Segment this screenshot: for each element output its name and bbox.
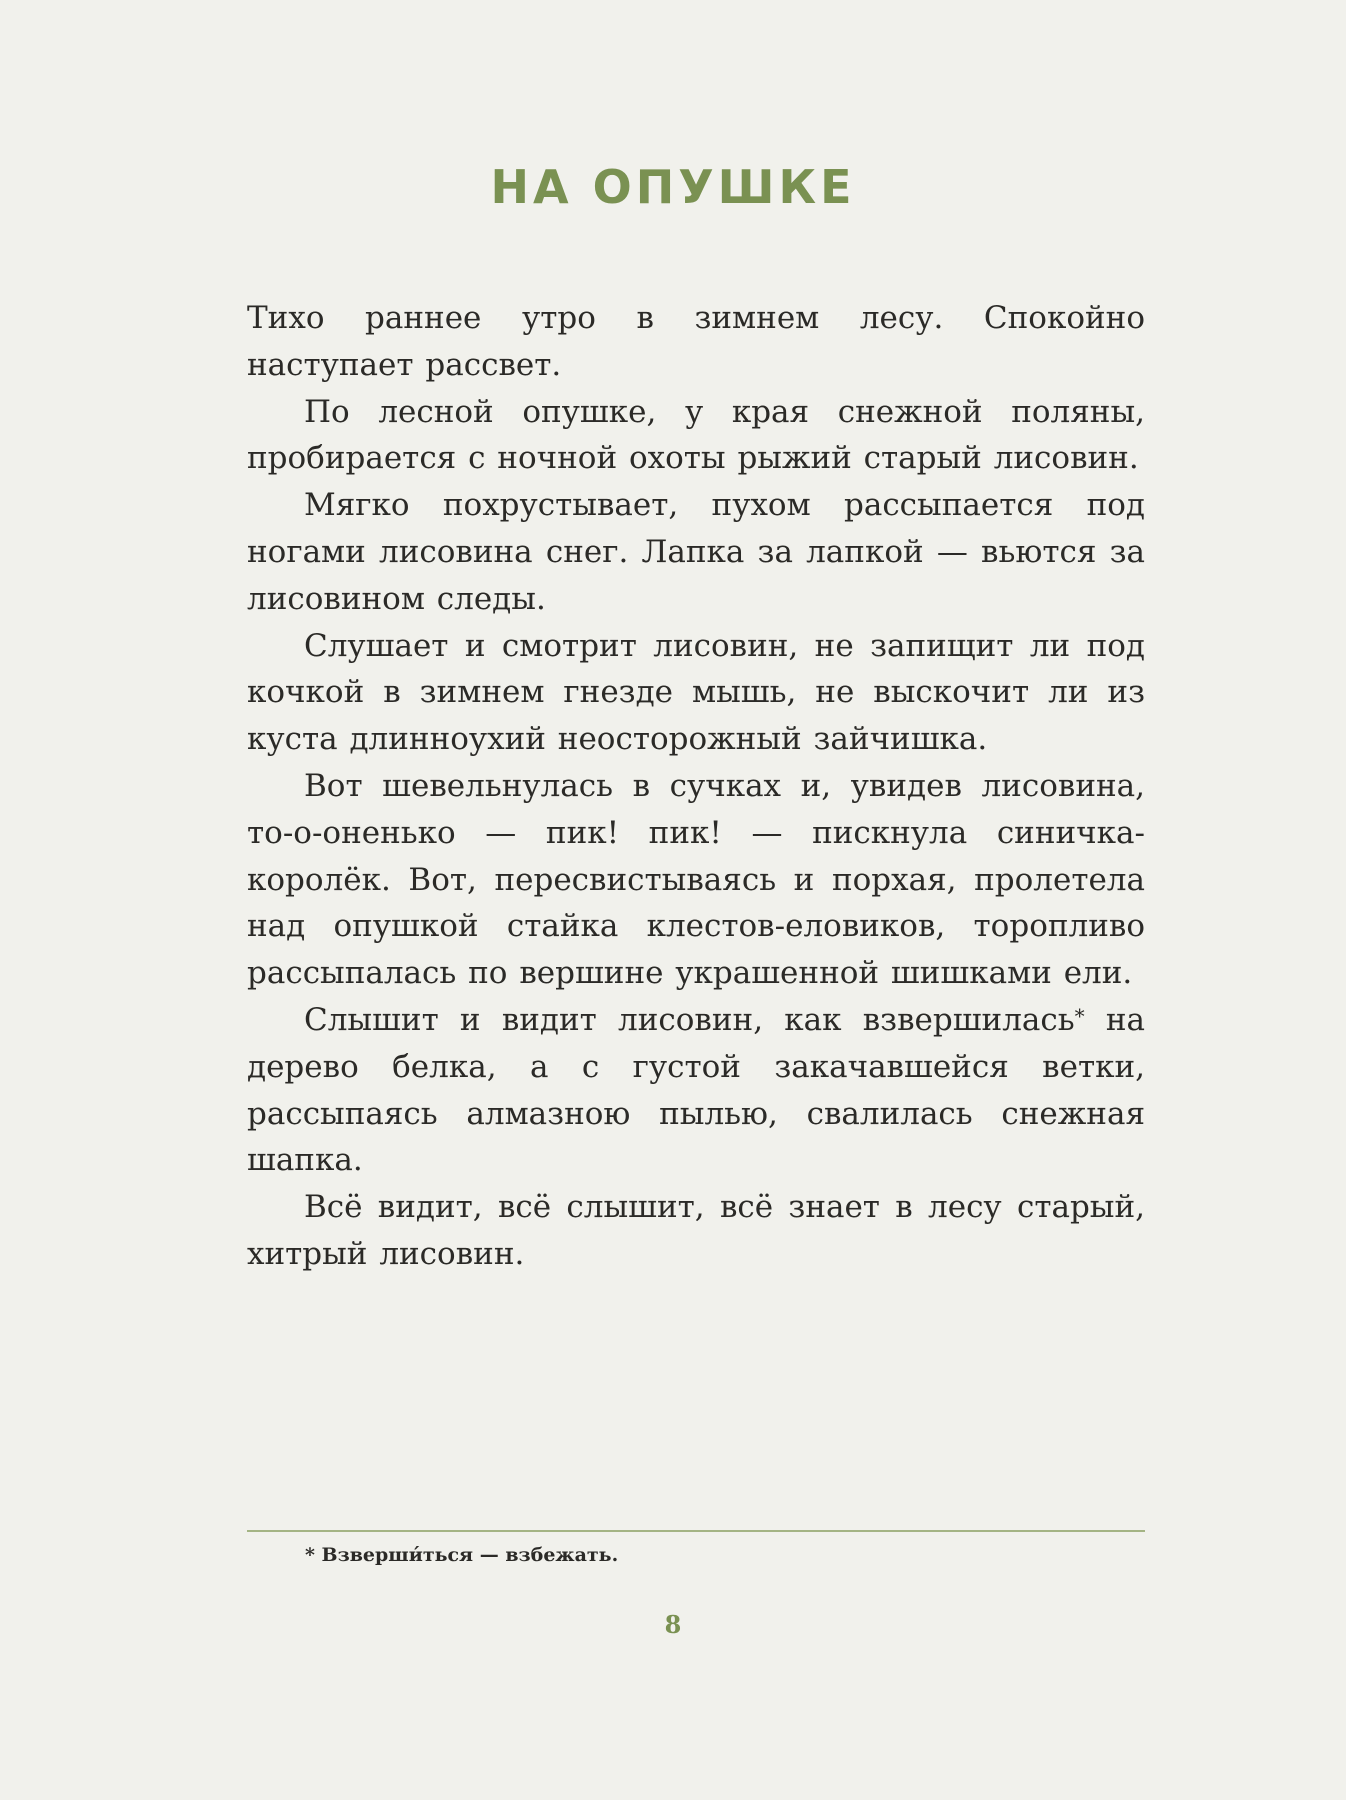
paragraph-3: Мягко похрустывает, пухом рассыпается под ногами лисовина снег. Лапка за лапкой — вьются за лисовином следы. [247, 487, 1145, 617]
paragraph-6 [247, 997, 1145, 1184]
paragraph-2: По лесной опушке, у края снежной поляны, пробирается с ночной охоты рыжий старый лисовин. [247, 393, 1145, 477]
paragraph-6-part-1: Слышит и видит лисовин, как взвершилась [304, 1001, 1075, 1038]
paragraph-1: Тихо раннее утро в зимнем лесу. Спокойно наступает рассвет. [247, 300, 1145, 383]
story-text [247, 295, 1145, 1278]
paragraph-4: Слушает и смотрит лисовин, не запищит ли под кочкой в зимнем гнезде мышь, не выскочит ли из куста длинноухий неосторожный зайчишка. [247, 627, 1145, 758]
paragraph-7: Всё видит, всё слышит, всё знает в лесу старый, хитрый лисовин. [247, 1189, 1145, 1272]
paragraph-6-part-2: на дерево белка, а с густой закачавшейся ветки, рассыпаясь алмазною пылью, свалилась снежная шапка. [247, 1001, 1146, 1179]
footnote-marker: * [1074, 1003, 1085, 1028]
paragraph-5: Вот шевельнулась в сучках и, увидев лисовина, то-о-оненько — пик! пик! — пискнула синичка-королёк. Вот, пересвистываясь и порхая, пролетела над опушкой стайка клестов-еловиков, торопливо рассыпалась по вершине украшенной шишками ели. [247, 767, 1145, 992]
footnote-text: * Взверши́ться — взбежать. [305, 1544, 619, 1566]
chapter-title: НА ОПУШКЕ [490, 160, 856, 214]
footnote-divider [247, 1530, 1145, 1532]
page-number: 8 [664, 1610, 682, 1639]
